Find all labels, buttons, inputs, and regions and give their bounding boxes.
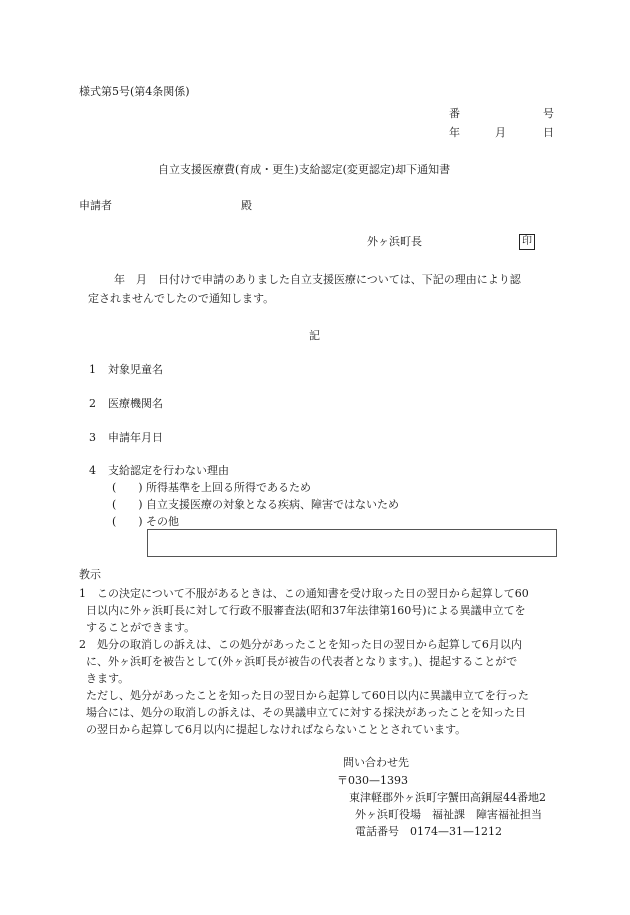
contact-postal: 〒030—1393 (337, 774, 408, 787)
instruction-text: 場合には、処分の取消しの訴えは、その異議申立てに対する採決があったことを知った日 (86, 706, 526, 719)
instruction-number: 1 (79, 587, 86, 600)
contact-phone: 電話番号 0174—31—1212 (355, 825, 502, 838)
item-label: 対象児童名 (108, 363, 163, 376)
instruction-text: 処分の取消しの訴えは、この処分があったことを知った日の翌日から起算して6月以内 (97, 638, 522, 651)
instruction-text: の翌日から起算して6月以内に提起しなければならないこととされています。 (86, 723, 467, 736)
applicant-honorific: 殿 (241, 199, 252, 212)
instruction-text: することができます。 (86, 621, 196, 634)
contact-office: 外ヶ浜町役場 福祉課 障害福祉担当 (355, 808, 542, 821)
reason-checkbox[interactable]: ( ) (112, 481, 143, 494)
item-label: 支給認定を行わない理由 (108, 464, 229, 477)
seal-mark: 印 (519, 234, 535, 250)
body-text-line2: 定されませんでしたので通知します。 (88, 292, 275, 305)
item-number: 4 (89, 464, 96, 477)
item-label: 申請年月日 (108, 431, 163, 444)
reason-text: その他 (146, 515, 179, 528)
applicant-label: 申請者 (79, 199, 112, 212)
instruction-text: ただし、処分があったことを知った日の翌日から起算して60日以内に異議申立てを行った (86, 689, 529, 702)
reason-checkbox[interactable]: ( ) (112, 515, 143, 528)
seal-box (519, 234, 535, 250)
item-number: 1 (89, 363, 96, 376)
number-label: 番 (449, 107, 460, 120)
issuer-name: 外ヶ浜町長 (367, 235, 422, 248)
item-number: 3 (89, 431, 96, 444)
reason-checkbox[interactable]: ( ) (112, 498, 143, 511)
instruction-text: 日以内に外ヶ浜町長に対して行政不服審査法(昭和37年法律第160号)による異議申立てを (86, 604, 526, 617)
date-month: 月 (495, 126, 506, 139)
ki-heading: 記 (309, 329, 320, 342)
contact-heading: 問い合わせ先 (343, 756, 409, 769)
item-label: 医療機関名 (108, 397, 163, 410)
number-suffix: 号 (543, 107, 554, 120)
form-number: 様式第5号(第4条関係) (79, 85, 190, 98)
reason-text: 所得基準を上回る所得であるため (146, 481, 311, 494)
instruction-text: この決定について不服があるときは、この通知書を受け取った日の翌日から起算して60 (97, 587, 529, 600)
body-text-line1: 年 月 日付けで申請のありました自立支援医療については、下記の理由により認 (114, 273, 521, 286)
document-title: 自立支援医療費(育成・更生)支給認定(変更認定)却下通知書 (158, 163, 451, 176)
contact-address: 東津軽郡外ヶ浜町字蟹田高銅屋44番地2 (349, 791, 546, 804)
date-day: 日 (543, 126, 554, 139)
reason-text: 自立支援医療の対象となる疾病、障害ではないため (146, 498, 399, 511)
instruction-text: きます。 (86, 672, 130, 685)
item-number: 2 (89, 397, 96, 410)
instruction-text: に、外ヶ浜町を被告として(外ヶ浜町長が被告の代表者となります。)、提起することがで (86, 655, 518, 668)
instruction-number: 2 (79, 638, 86, 651)
other-reason-box[interactable] (147, 529, 557, 557)
date-year: 年 (449, 126, 460, 139)
instructions-title: 教示 (79, 568, 101, 581)
